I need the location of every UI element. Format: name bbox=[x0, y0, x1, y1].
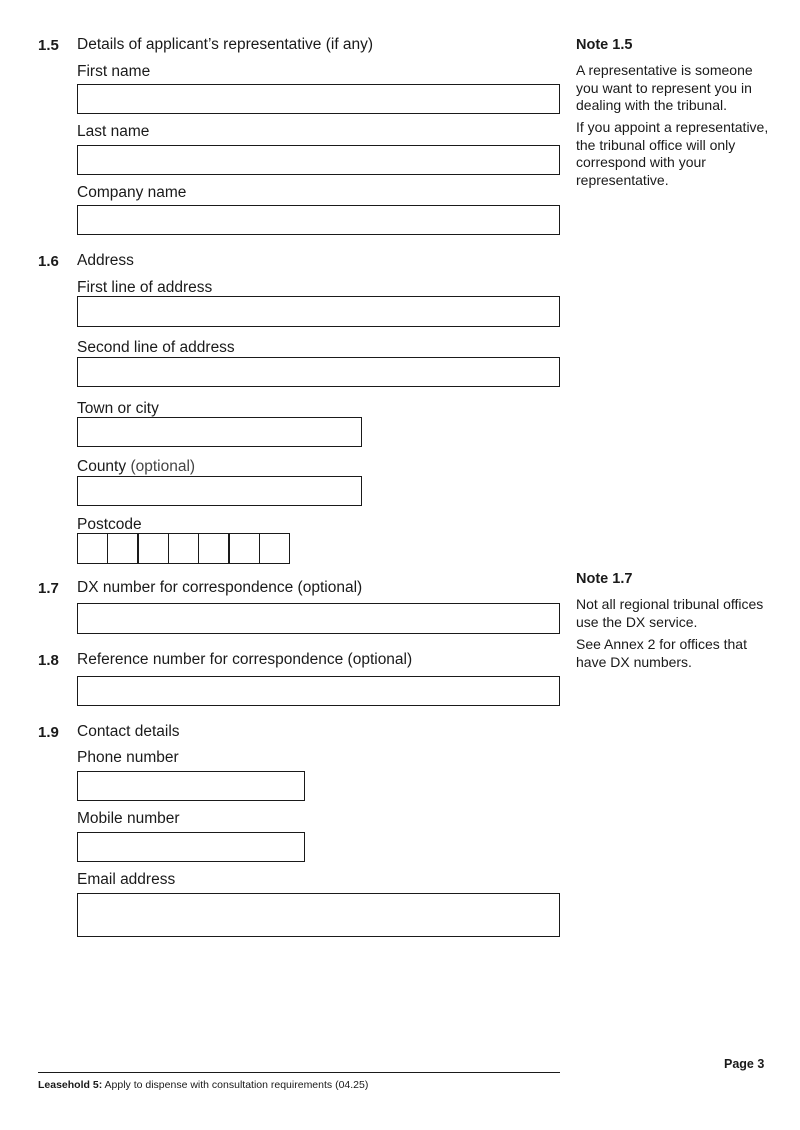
note-1-5-title: Note 1.5 bbox=[576, 37, 633, 53]
section-number-1-7: 1.7 bbox=[38, 580, 59, 597]
postcode-char-4[interactable] bbox=[168, 533, 199, 564]
postcode-char-2[interactable] bbox=[107, 533, 138, 564]
phone-field[interactable] bbox=[77, 771, 305, 801]
postcode-char-1[interactable] bbox=[77, 533, 108, 564]
company-name-label: Company name bbox=[77, 184, 187, 201]
section-heading-1-6: Address bbox=[77, 252, 134, 269]
county-optional-text: (optional) bbox=[130, 458, 196, 475]
postcode-char-6[interactable] bbox=[229, 533, 260, 564]
last-name-label: Last name bbox=[77, 123, 150, 140]
reference-number-field[interactable] bbox=[77, 676, 560, 706]
town-label: Town or city bbox=[77, 400, 159, 417]
note-1-5-para1: A representative is someone you want to represent you in dealing with the tribunal. bbox=[576, 62, 753, 113]
section-number-1-9: 1.9 bbox=[38, 724, 59, 741]
footer-divider bbox=[38, 1072, 560, 1073]
dx-number-label: DX number for correspondence (optional) bbox=[77, 579, 363, 596]
last-name-field[interactable] bbox=[77, 145, 560, 175]
footer-form-title bbox=[38, 1079, 368, 1091]
footer-form-desc: Apply to dispense with consultation requirements (04.25) bbox=[104, 1079, 369, 1091]
mobile-label: Mobile number bbox=[77, 810, 180, 827]
town-field[interactable] bbox=[77, 417, 362, 447]
note-1-7-para1: Not all regional tribunal offices use the DX service. bbox=[576, 596, 764, 630]
dx-number-field[interactable] bbox=[77, 603, 560, 634]
phone-label: Phone number bbox=[77, 749, 179, 766]
mobile-field[interactable] bbox=[77, 832, 305, 862]
county-label-text: County bbox=[77, 458, 127, 475]
county-label bbox=[77, 458, 195, 476]
address-line1-label: First line of address bbox=[77, 279, 213, 296]
first-name-field[interactable] bbox=[77, 84, 560, 114]
section-heading-1-5: Details of applicant’s representative (if any) bbox=[77, 36, 374, 53]
postcode-char-3[interactable] bbox=[138, 533, 169, 564]
note-1-7-title: Note 1.7 bbox=[576, 571, 633, 587]
address-line2-label: Second line of address bbox=[77, 339, 235, 356]
reference-number-label: Reference number for correspondence (optional) bbox=[77, 651, 413, 668]
first-name-label: First name bbox=[77, 63, 151, 80]
postcode-char-7[interactable] bbox=[259, 533, 290, 564]
address-line2-field[interactable] bbox=[77, 357, 560, 387]
postcode-label: Postcode bbox=[77, 516, 142, 533]
section-heading-1-9: Contact details bbox=[77, 723, 180, 740]
page-number: Page 3 bbox=[724, 1057, 765, 1071]
section-number-1-8: 1.8 bbox=[38, 652, 59, 669]
county-field[interactable] bbox=[77, 476, 362, 506]
address-line1-field[interactable] bbox=[77, 296, 560, 327]
section-number-1-6: 1.6 bbox=[38, 253, 59, 270]
note-1-7-para2: See Annex 2 for offices that have DX numbers. bbox=[576, 636, 747, 670]
note-1-5-para2: If you appoint a representative, the tribunal office will only correspond with your representative. bbox=[576, 119, 769, 188]
email-label: Email address bbox=[77, 871, 176, 888]
footer-form-name: Leasehold 5: bbox=[38, 1079, 103, 1091]
company-name-field[interactable] bbox=[77, 205, 560, 235]
section-number-1-5: 1.5 bbox=[38, 37, 59, 54]
email-field[interactable] bbox=[77, 893, 560, 937]
postcode-char-5[interactable] bbox=[198, 533, 229, 564]
